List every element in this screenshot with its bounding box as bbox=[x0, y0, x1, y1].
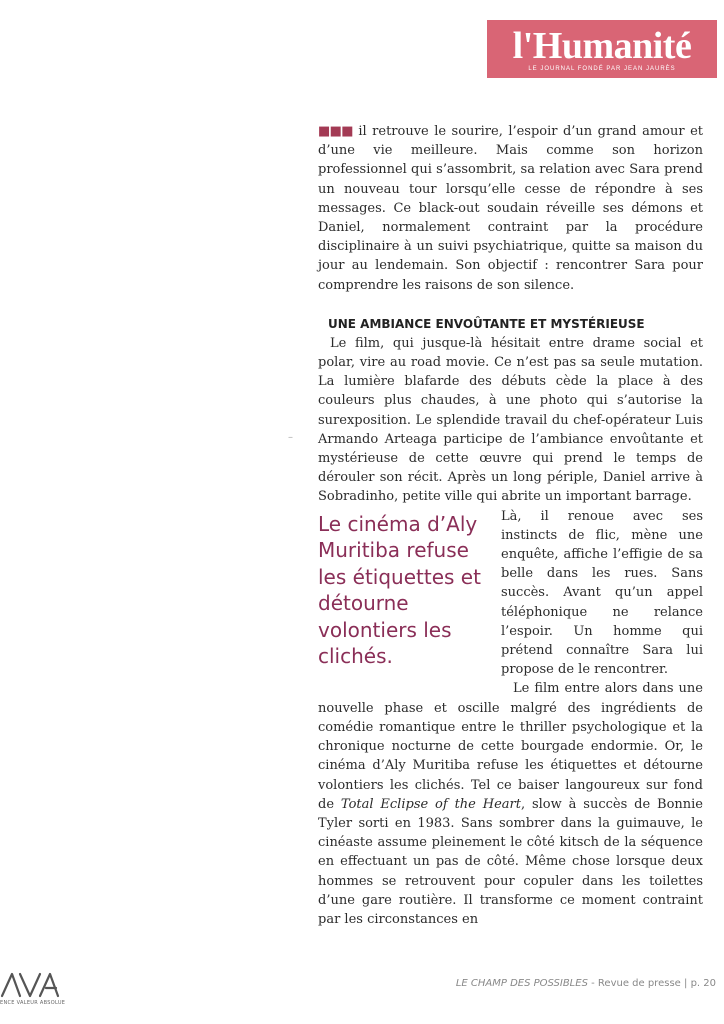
paragraph-1-text: il retrouve le sourire, l’espoir d’un grand amour et d’une vie meilleure. Mais comme son horizon professionnel qui s’assombrit, sa relation avec Sara prend un nouveau tour lorsqu’elle cesse de répondre à ses messages. Ce black-out soudain réveille ses démons et Daniel, normalement contraint par la procédure disciplinaire à un suivi psychiatrique, quitte sa maison du jour au lendemain. Son objectif : rencontrer Sara pour comprendre les raisons de son silence. bbox=[318, 124, 703, 293]
footer-logo-tagline: ENCE VALEUR ABSOLUE bbox=[0, 1000, 66, 1006]
masthead-tagline: LE JOURNAL FONDÉ PAR JEAN JAURÈS bbox=[528, 65, 676, 72]
footer-section: Revue de presse bbox=[597, 978, 681, 989]
paragraph-4-text-a: Le film entre alors dans une nouvelle phase et oscille malgré des ingrédients de comédie romantique entre le thriller psychologique et la chronique nocturne de cette bourgade endormie. Or, le cinéma d’Aly Muritiba refuse les étiquettes et détourne volontiers les clichés. Tel ce baiser langoureux sur fond de bbox=[318, 681, 703, 812]
article-subheading: UNE AMBIANCE ENVOÛTANTE ET MYSTÉRIEUSE bbox=[328, 316, 645, 331]
footer-publication: LE CHAMP DES POSSIBLES bbox=[455, 978, 588, 989]
scan-artifact: – bbox=[288, 432, 293, 443]
footer-divider: | bbox=[684, 978, 691, 989]
paragraph-4-text-b: , slow à succès de Bonnie Tyler sorti en 1983. Sans sombrer dans la guimauve, le cinéaste assume pleinement le côté kitsch de la séquence en effectuant un pas de côté. Même chose lorsque deux hommes se retrouvent pour copuler dans les toilettes d’une gare routière. Il transforme ce moment contraint par les circonstances en bbox=[318, 796, 703, 927]
article-body bbox=[318, 122, 703, 929]
ava-logo-icon bbox=[0, 958, 64, 1018]
paragraph-2: Le film, qui jusque-là hésitait entre drame social et polar, vire au road movie. Ce n’est pas sa seule mutation. La lumière blafarde des débuts cède la place à des couleurs plus chaudes, à une photo qui s’autorise la surexposition. Le splendide travail du chef-opérateur Luis Armando Arteaga participe de l’ambiance envoûtante et mystérieuse de cette œuvre qui prend le temps de dérouler son récit. Après un long périple, Daniel arrive à Sobradinho, petite ville qui abrite un important barrage. bbox=[318, 335, 703, 505]
pull-quote: Le cinéma d’Aly Muritiba refuse les étiquettes et détourne volontiers les clichés. bbox=[318, 511, 481, 669]
masthead-name: l'Humanité bbox=[512, 24, 692, 67]
footer-page-number: p. 20 bbox=[690, 978, 716, 989]
page-footer bbox=[456, 978, 716, 989]
lead-marker: ■■■ bbox=[318, 124, 353, 139]
paragraph-4 bbox=[318, 679, 703, 929]
paragraph-3: Là, il renoue avec ses instincts de flic, mène une enquête, affiche l’effigie de sa belle dans les rues. Sans succès. Avant qu’un appel téléphonique ne relance l’espoir. Un homme qui prétend connaître Sara lui propose de le rencontrer. bbox=[501, 508, 703, 678]
masthead-logo bbox=[487, 20, 717, 78]
song-title: Total Eclipse of the Heart bbox=[340, 796, 521, 812]
footer-separator: - bbox=[591, 978, 598, 989]
article-paragraph bbox=[318, 122, 703, 295]
